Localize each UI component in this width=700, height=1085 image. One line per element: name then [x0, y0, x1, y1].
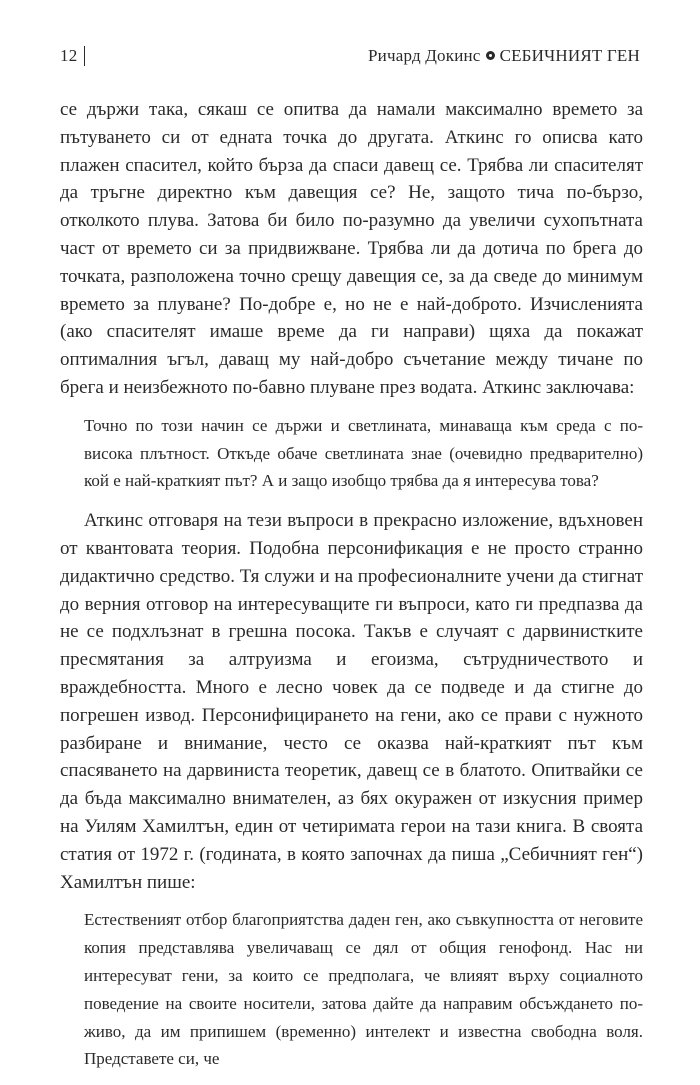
running-header [60, 44, 640, 68]
author-name: Ричард Докинс [368, 46, 481, 65]
block-quote: Точно по този начин се държи и светлината, минаваща към среда с по-висока плътност. Откъде обаче светлината знае (очевидно предварително) кой е най-краткият път? А и защо изобщо трябва да я интересува това? [84, 415, 643, 491]
block-quote: Естественият отбор благоприятства даден ген, ако съвкупността от неговите копия представлява увеличаващ се дял от общия генофонд. Нас ни интересуват гени, за които се предполага, че влияят върху социалното поведение на своите носители, затова дайте да направим обсъждането по-живо, да им припишем (временно) интелект и известна свободна воля. Представете си, че [84, 910, 643, 1069]
header-divider [84, 46, 85, 66]
body-paragraph: се държи така, сякаш се опитва да намали максимално времето за пътуването си от едната точка до другата. Аткинс го описва като плажен спасител, който бърза да спаси давещ се. Трябва ли спасителят да тръгне директно към давещия се? Не, защото тича по-бързо, отколкото плува. Затова би било по-разумно да увеличи сухопътната част от времето си за придвижване. Трябва ли да дотича по брега до точката, разположена точно срещу давещия се, за да сведе до минимум времето за плуване? По-добре е, но не е най-доброто. Изчисленията (ако спасителят имаше време да ги направи) щяха да покажат оптималния ъгъл, даващ му най-добро съчетание между тичане по брега и неизбежното по-бавно плуване през водата. Аткинс заключава: [60, 99, 643, 398]
book-title: СЕБИЧНИЯТ ГЕН [499, 46, 640, 65]
running-head [368, 44, 640, 68]
page-body [60, 96, 643, 1085]
body-paragraph: Аткинс отговаря на тези въпроси в прекрасно изложение, вдъхновен от квантовата теория. Подобна персонификация е не просто странно дидактично средство. Тя служи и на професионалните учени да стигнат до верния отговор на интересуващите ги въпроси, като ги предпазва да не се подхлъзнат в грешна посока. Такъв е случаят с дарвинистките пресмятания за алтруизма и егоизма, сътрудничеството и враждебността. Много е лесно човек да се подведе и да стигне до погрешен извод. Персонифицирането на гени, ако се прави с нужното разбиране и внимание, често се оказва най-краткият път към спасяването на дарвиниста теоретик, давещ се в блатото. Опитвайки се да бъда максимално внимателен, аз бях окуражен от изкусния пример на Уилям Хамилтън, един от четиримата герои на тази книга. В своята статия от 1972 г. (годината, в която започнах да пиша „Себичният ген“) Хамилтън пише: [60, 510, 643, 893]
page-number: 12 [60, 46, 78, 65]
ornament-bullet-icon [486, 51, 495, 60]
